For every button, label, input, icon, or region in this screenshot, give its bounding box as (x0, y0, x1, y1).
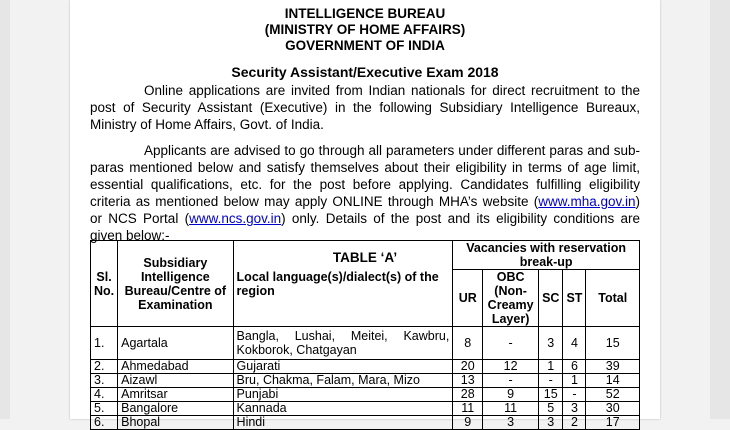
paragraph-2-text-c: ) only. Details of the post and its eligibility conditions are given below:- (90, 211, 641, 243)
header-line-2: (MINISTRY OF HOME AFFAIRS) (264, 22, 466, 37)
col-header-vacancies: Vacancies with reservation break-up (453, 241, 640, 270)
cell-sib: Bhopal (118, 416, 233, 430)
cell-total: 17 (586, 416, 640, 430)
table-row (91, 416, 640, 430)
col-header-st: ST (563, 270, 586, 327)
cell-sl: 4. (91, 388, 118, 402)
cell-total: 15 (586, 327, 640, 360)
cell-sl: 6. (91, 416, 118, 430)
table-row (91, 327, 640, 360)
cell-st: 6 (563, 360, 586, 374)
cell-obc: 11 (483, 402, 539, 416)
cell-sc: 3 (539, 416, 563, 430)
col-header-sc: SC (539, 270, 563, 327)
col-header-language: Local language(s)/dialect(s) of the region (233, 241, 453, 327)
col-header-total: Total (586, 270, 640, 327)
cell-total: 39 (586, 360, 640, 374)
cell-ur: 8 (453, 327, 483, 360)
cell-st: 1 (563, 374, 586, 388)
cell-language: Bangla, Lushai, Meitei, Kawbru, Kokborok, Chatgayan (233, 327, 453, 360)
cell-st: 3 (563, 402, 586, 416)
cell-obc: 12 (483, 360, 539, 374)
header-line-3: GOVERNMENT OF INDIA (285, 38, 445, 53)
cell-obc: 9 (483, 388, 539, 402)
exam-title: Security Assistant/Executive Exam 2018 (231, 64, 499, 80)
cell-obc: 3 (483, 416, 539, 430)
cell-obc: - (483, 327, 539, 360)
cell-ur: 11 (453, 402, 483, 416)
cell-sib: Aizawl (118, 374, 233, 388)
cell-sib: Agartala (118, 327, 233, 360)
paragraph-2-text-b: ) or NCS Portal ( (90, 194, 640, 226)
cell-language: Bru, Chakma, Falam, Mara, Mizo (233, 374, 453, 388)
cell-sc: 5 (539, 402, 563, 416)
cell-sib: Ahmedabad (118, 360, 233, 374)
table-title: TABLE ‘A’ (332, 250, 398, 265)
cell-sib: Amritsar (118, 388, 233, 402)
table-row (91, 388, 640, 402)
cell-sc: 1 (539, 360, 563, 374)
table-row (91, 402, 640, 416)
col-header-obc: OBC (Non-Creamy Layer) (483, 270, 539, 327)
table-row (91, 374, 640, 388)
cell-ur: 9 (453, 416, 483, 430)
mha-website-link[interactable]: www.mha.gov.in (538, 194, 636, 209)
viewer-background-right (710, 0, 730, 419)
cell-sl: 5. (91, 402, 118, 416)
cell-language: Gujarati (233, 360, 453, 374)
col-header-ur: UR (453, 270, 483, 327)
cell-sc: 15 (539, 388, 563, 402)
vacancy-table (90, 240, 640, 430)
cell-total: 30 (586, 402, 640, 416)
col-header-sib: Subsidiary Intelligence Bureau/Centre of Examination (118, 241, 233, 327)
header-line-1: INTELLIGENCE BUREAU (284, 6, 446, 21)
cell-sc: - (539, 374, 563, 388)
cell-ur: 28 (453, 388, 483, 402)
col-header-sl: Sl. No. (91, 241, 118, 327)
cell-st: 4 (563, 327, 586, 360)
cell-total: 52 (586, 388, 640, 402)
cell-ur: 20 (453, 360, 483, 374)
paragraph-1: Online applications are invited from Indian nationals for direct recruitment to the post of Security Assistant (Executive) in the following Subsidiary Intelligence Bureaux, Ministry of Home Affairs, Govt. of India. (90, 83, 640, 132)
ncs-portal-link[interactable]: www.ncs.gov.in (189, 211, 282, 226)
viewer-background-left (0, 0, 10, 419)
cell-sib: Bangalore (118, 402, 233, 416)
cell-total: 14 (586, 374, 640, 388)
cell-sc: 3 (539, 327, 563, 360)
cell-language: Punjabi (233, 388, 453, 402)
cell-language: Kannada (233, 402, 453, 416)
cell-st: - (563, 388, 586, 402)
cell-language: Hindi (233, 416, 453, 430)
cell-sl: 2. (91, 360, 118, 374)
cell-obc: - (483, 374, 539, 388)
cell-sl: 3. (91, 374, 118, 388)
cell-sl: 1. (91, 327, 118, 360)
cell-st: 2 (563, 416, 586, 430)
paragraph-2 (70, 142, 660, 244)
document-page (70, 0, 660, 429)
cell-ur: 13 (453, 374, 483, 388)
table-row (91, 360, 640, 374)
paragraph-2-text-a: Applicants are advised to go through all parameters under different paras and sub-paras mentioned below and satisfy themselves about their eligibility in terms of age limit, essential qualifications, etc. for the post before applying. Candidates fulfilling eligibility criteria as mentioned below may apply ONLINE through MHA’s website ( (90, 143, 640, 209)
